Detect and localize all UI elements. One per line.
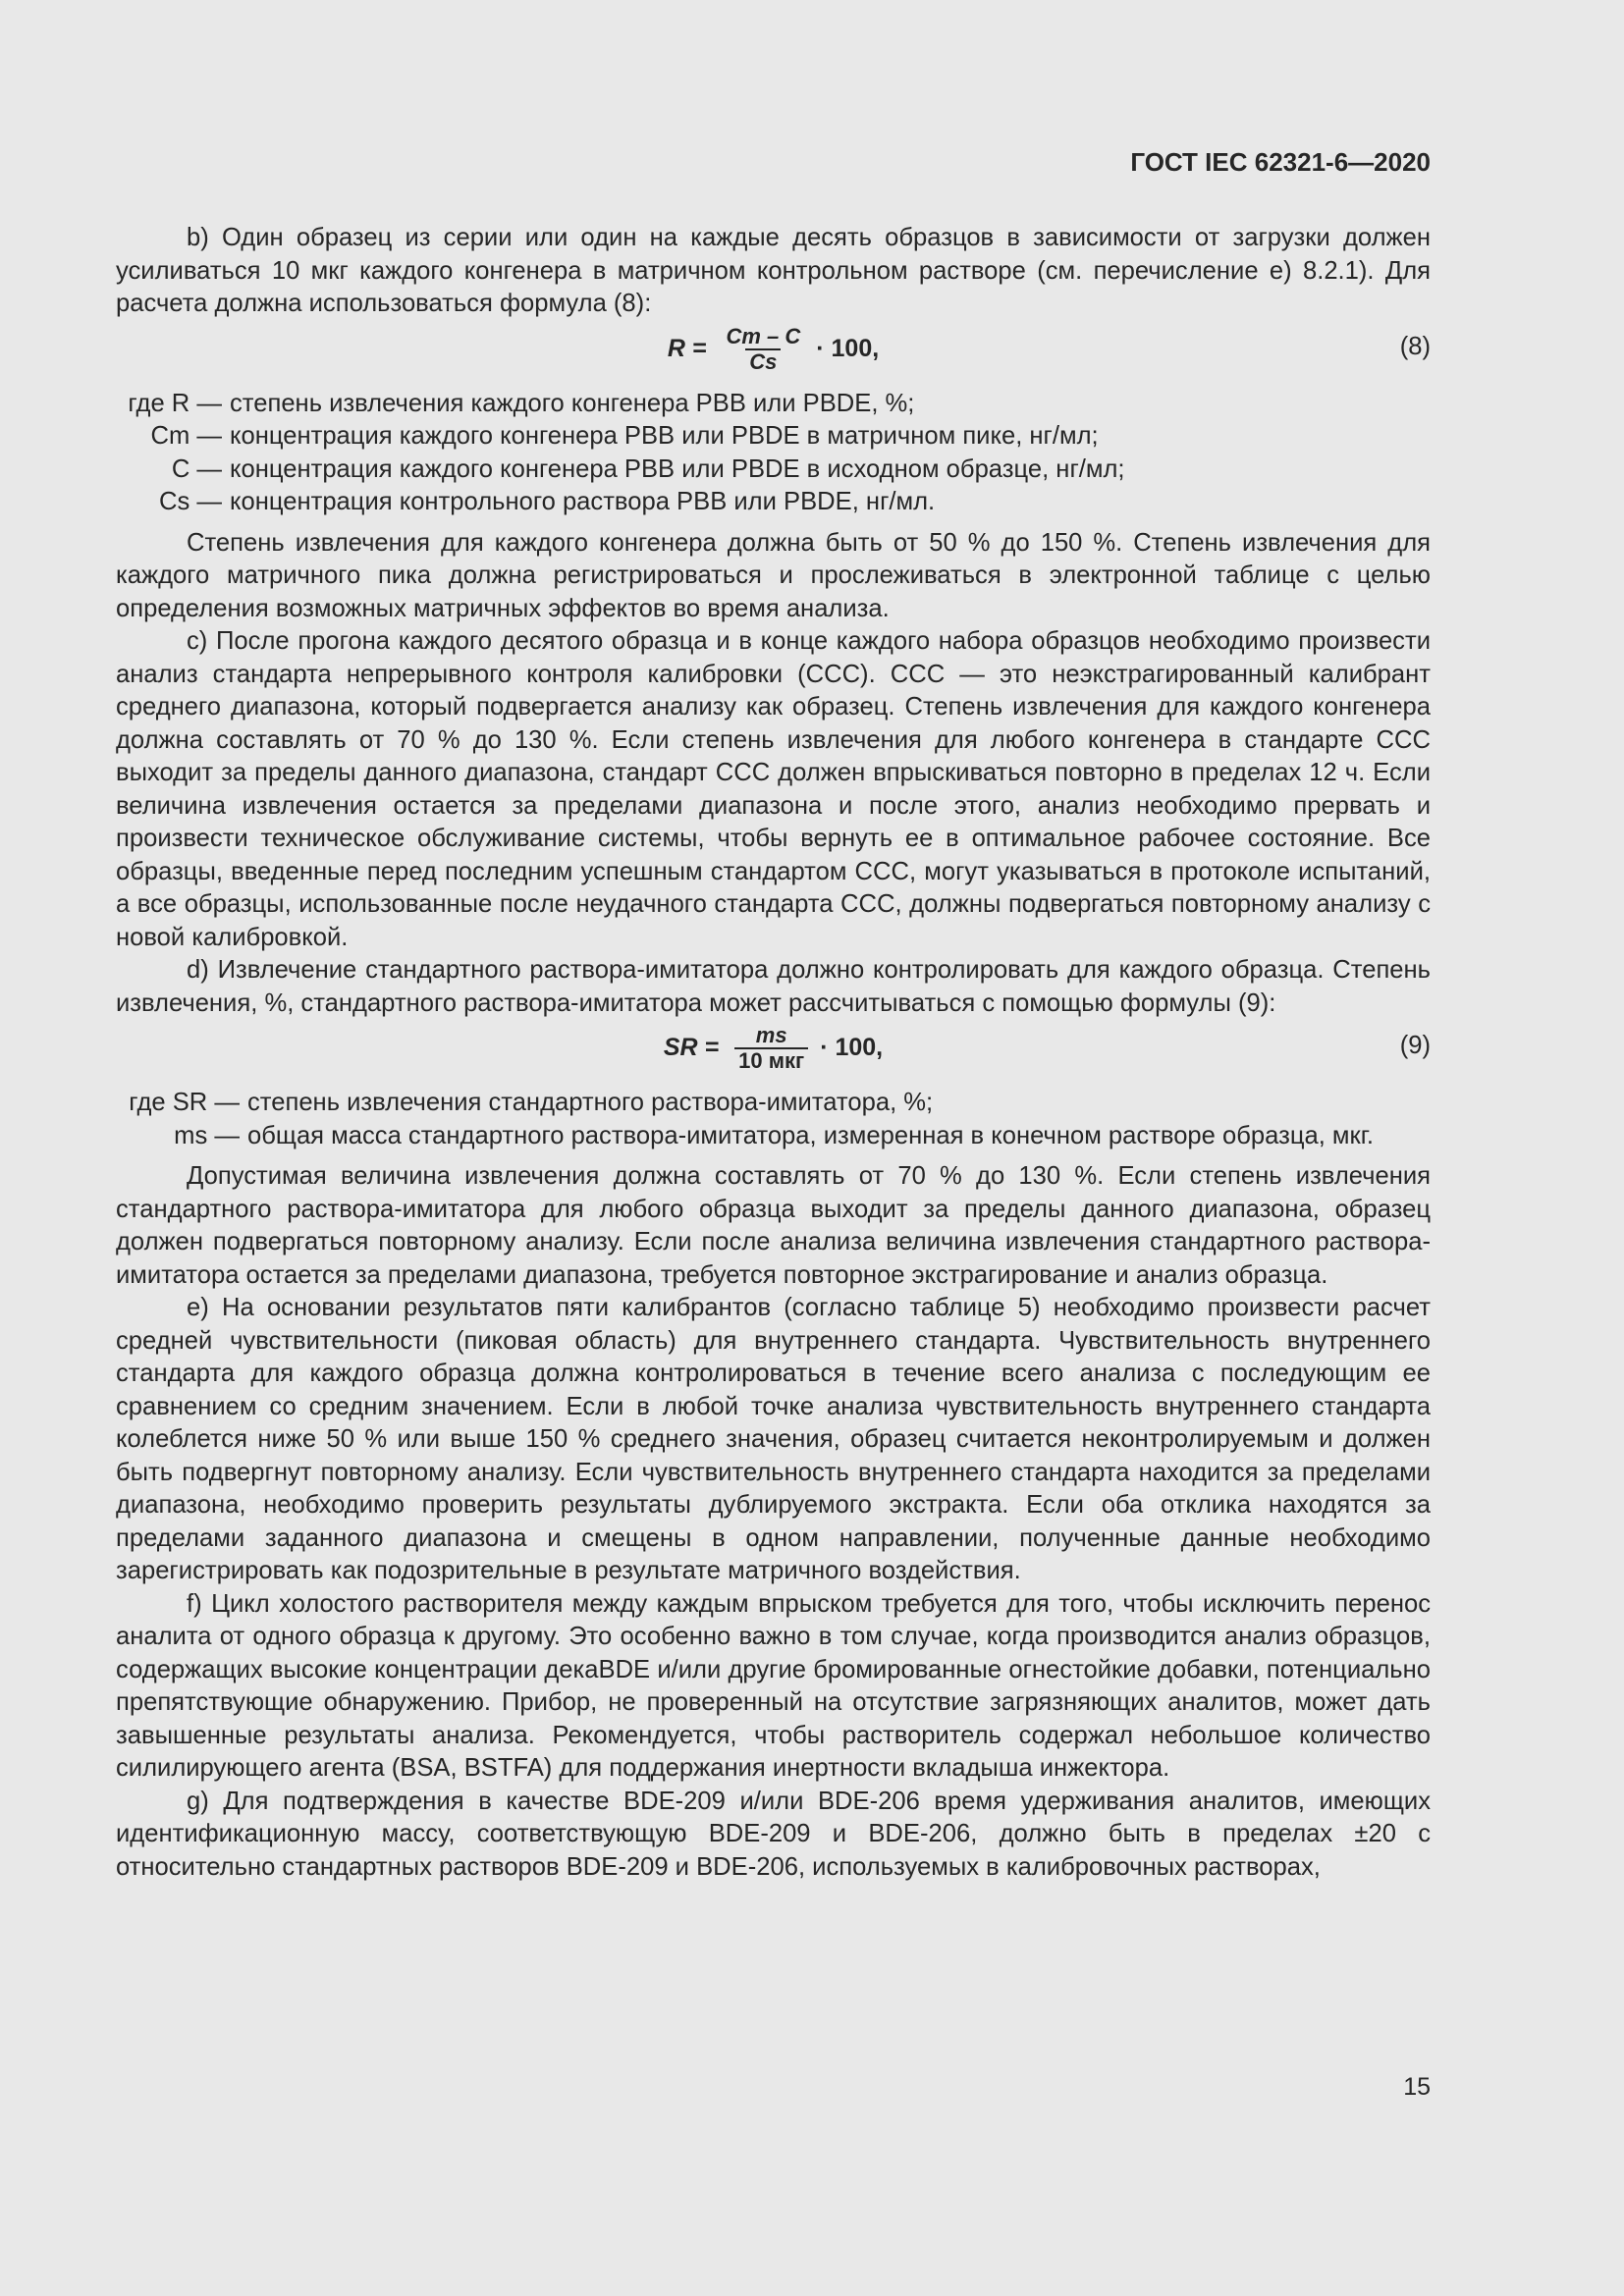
formula-8 [116,321,1431,386]
paragraph-b: b) Один образец из серии или один на каждые десять образцов в зависимости от загрузки должен усиливаться 10 мкг каждого конгенера в матричном контрольном растворе (см. перечисление е) 8.2.1). Для расчета должна использоваться формула (8): [116,224,1431,317]
paragraph-e: e) На основании результатов пяти калибрантов (согласно таблице 5) необходимо произвести расчет средней чувствительности (пиковая область) для внутреннего стандарта. Чувствительность внутреннего стандарта для каждого образца должна контролироваться в течение всего анализа с последующим ее сравнением со средним значением. Если в любой точке анализа чувствительность внутреннего стандарта колеблется ниже 50 % или выше 150 % среднего значения, образец считается неконтролируемым и должен быть подвергнут повторному анализу. Если чувствительность внутреннего стандарта находится за пределами диапазона, необходимо проверить результаты дублируемого экстракта. Если оба отклика находятся за пределами заданного диапазона и смещены в одном направлении, полученные данные необходимо зарегистрировать как подозрительные в результате матричного воздействия. [116,1294,1431,1584]
formula-8-denominator: Cs [745,348,781,374]
legend-text: концентрация контрольного раствора PBB или PBDE, нг/мл. [230,488,936,515]
legend-symbol: ms — [174,1121,240,1149]
paragraph-d: d) Извлечение стандартного раствора-имитатора должно контролировать для каждого образца. Степень извлечения, %, стандартного раствора-имитатора может рассчитываться с помощью формулы (9): [116,956,1431,1017]
formula-8-legend [116,388,1431,519]
paragraph-f: f) Цикл холостого растворителя между каждым впрыском требуется для того, чтобы исключить перенос аналита от одного образца к другому. Это особенно важно в том случае, когда производится анализ образцов, содержащих высокие концентрации декаBDE и/или другие бромированные огнестойкие добавки, потенциально препятствующие обнаружению. Прибор, не проверенный на отсутствие загрязняющих аналитов, может дать завышенные результаты анализа. Рекомендуется, чтобы растворитель содержал небольшое количество силилирующего агента (BSA, BSTFA) для поддержания инертности вкладыша инжектора. [116,1589,1431,1782]
legend-text: общая масса стандартного раствора-имитатора, измеренная в конечном растворе образца, мкг. [247,1121,1375,1149]
formula-9-legend [116,1087,1431,1152]
legend-text: степень извлечения стандартного раствора-имитатора, %; [247,1089,934,1116]
paragraph-g: g) Для подтверждения в качестве BDE-209 и/или BDE-206 время удерживания аналитов, имеющих идентификационную массу, соответствующую BDE-209 и BDE-206, должно быть в пределах ±20 с относительно стандартных растворов BDE-209 и BDE-206, используемых в калибровочных растворах, [116,1787,1431,1881]
formula-8-numerator: Cm – C [726,323,801,348]
legend-text: степень извлечения каждого конгенера PBB или PBDE, %; [230,389,915,417]
paragraph-recovery: Степень извлечения для каждого конгенера должна быть от 50 % до 150 %. Степень извлечения для каждого матричного пика должна регистрироваться и прослеживаться в электронной таблице с целью определения возможных матричных эффектов во время анализа. [116,528,1431,622]
formula-8-lhs: R = [667,334,707,362]
formula-9 [116,1020,1431,1085]
paragraph-c: c) После прогона каждого десятого образца и в конце каждого набора образцов необходимо произвести анализ стандарта непрерывного контроля калибровки (ССС). ССС — это неэкстрагированный калибрант среднего диапазона, который подвергается анализу как образец. Степень извлечения для каждого конгенера должна составлять от 70 % до 130 %. Если степень извлечения для любого конгенера в стандарте ССС выходит за пределы данного диапазона, стандарт ССС должен впрыскиваться повторно в пределах 12 ч. Если величина извлечения остается за пределами диапазона и после этого, анализ необходимо прервать и произвести техническое обслуживание системы, чтобы вернуть ее в оптимальное рабочее состояние. Все образцы, введенные перед последним успешным стандартом ССС, могут указываться в протоколе испытаний, а все образцы, использованные после неудачного стандарта ССС, должны подвергаться повторному анализу с новой калибровкой. [116,627,1431,951]
formula-8-rhs: · 100, [816,334,880,362]
legend-symbol: Cs — [159,488,222,515]
formula-9-numerator: ms [755,1023,787,1047]
formula-9-rhs: · 100, [820,1034,884,1062]
legend-text: концентрация каждого конгенера PBB или PBDE в матричном пике, нг/мл; [230,422,1099,450]
legend-symbol: где R — [128,389,222,417]
legend-symbol: C — [171,454,222,483]
document-body [116,222,1431,1884]
formula-9-denominator: 10 мкг [734,1047,808,1073]
document-header: ГОСТ IEC 62321-6—2020 [1130,147,1431,177]
legend-symbol: где SR — [129,1089,240,1116]
page-number: 15 [1403,2073,1431,2101]
formula-9-number: (9) [1399,1032,1431,1059]
paragraph-allowed: Допустимая величина извлечения должна составлять от 70 % до 130 %. Если степень извлечения стандартного раствора-имитатора для любого образца выходит за пределы данного диапазона, образец должен подвергаться повторному анализу. Если после анализа величина извлечения стандартного раствора-имитатора остается за пределами диапазона, требуется повторное экстрагирование и анализ образца. [116,1162,1431,1289]
formula-9-lhs: SR = [663,1034,720,1062]
legend-symbol: Cm — [150,422,222,450]
formula-8-number: (8) [1399,332,1431,360]
legend-text: концентрация каждого конгенера PBB или PBDE в исходном образце, нг/мл; [230,454,1125,483]
